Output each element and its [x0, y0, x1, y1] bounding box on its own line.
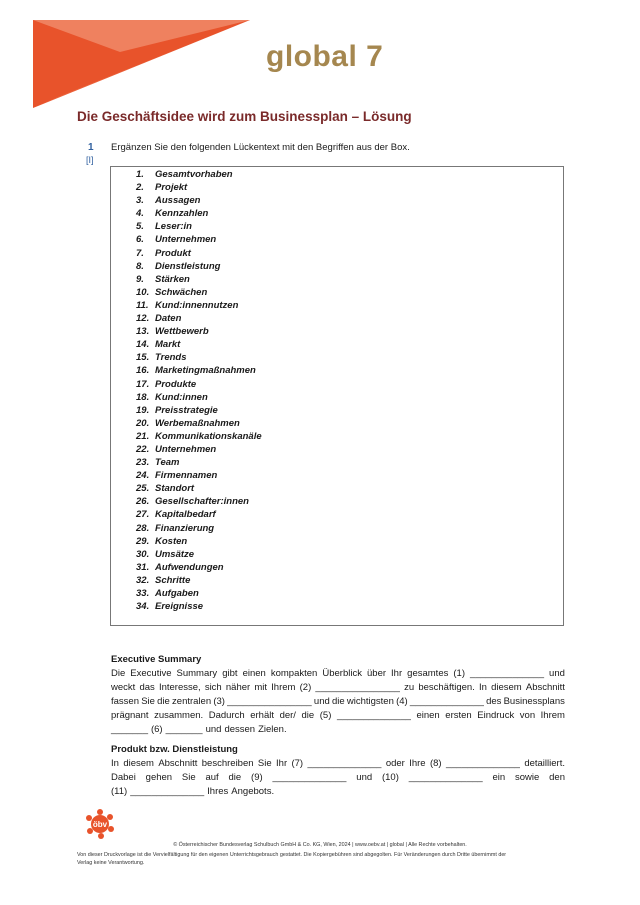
section-heading: Executive Summary	[111, 654, 202, 665]
word: Summary	[176, 668, 218, 679]
word: (3)	[213, 696, 225, 707]
answer-term: Aufgaben	[155, 588, 199, 599]
answer-term: Daten	[155, 313, 182, 325]
word: auf	[205, 772, 219, 783]
answer-number: 12.	[136, 313, 150, 325]
answer-item	[136, 299, 262, 312]
word: Eindruck	[477, 710, 515, 721]
word: Ihr	[391, 668, 403, 679]
text-line	[111, 723, 565, 737]
word: mit	[254, 682, 268, 693]
answer-term: Firmennamen	[155, 470, 218, 482]
word: (8)	[429, 758, 442, 769]
answer-number: 1.	[136, 169, 144, 180]
answer-term: Team	[155, 457, 180, 469]
answer-number: 29.	[136, 535, 150, 547]
answer-term: Produkte	[155, 378, 197, 390]
oebv-logo	[84, 808, 116, 840]
answer-item	[136, 351, 262, 364]
word: der/	[279, 710, 296, 721]
word: kompakten	[270, 668, 318, 679]
text-line	[111, 757, 565, 771]
word: Sie	[141, 696, 155, 707]
word: die	[228, 772, 242, 783]
text-line	[111, 709, 565, 723]
answer-item	[136, 404, 262, 417]
answer-item	[136, 443, 262, 456]
answer-term: Preisstrategie	[155, 404, 218, 416]
word: (10)	[381, 772, 399, 783]
word: näher	[225, 682, 251, 693]
answer-number: 6.	[136, 234, 144, 246]
answer-number: 11.	[136, 299, 149, 311]
word: (11)	[111, 786, 128, 797]
word: gesamtes	[407, 668, 449, 679]
text-line	[111, 785, 565, 799]
word: In	[478, 682, 487, 693]
answer-number: 25.	[136, 483, 150, 495]
blank-gap: ______________	[272, 772, 347, 783]
answer-item	[136, 286, 262, 299]
answer-term: Schritte	[155, 574, 191, 586]
answer-term: Dienstleistung	[155, 260, 221, 272]
answer-item	[136, 587, 262, 600]
answer-list	[136, 168, 262, 613]
answer-item	[136, 522, 262, 535]
answer-number: 3.	[136, 195, 144, 207]
blank-gap: _______	[165, 724, 203, 735]
answer-term: Kapitalbedarf	[155, 509, 216, 521]
answer-item	[136, 495, 262, 508]
answer-number: 34.	[136, 601, 150, 613]
answer-item	[136, 220, 262, 233]
brand-title: global 7	[266, 40, 384, 73]
answer-term: Werbemaßnahmen	[155, 417, 240, 429]
word: Ihr	[276, 758, 288, 769]
word: (2)	[299, 682, 312, 693]
word: und	[356, 772, 373, 783]
answer-term: Unternehmen	[155, 443, 217, 455]
answer-item	[136, 194, 262, 207]
answer-number: 7.	[136, 247, 144, 259]
answer-term: Finanzierung	[155, 522, 215, 534]
answer-term: Marketingmaßnahmen	[155, 365, 256, 377]
word: die	[157, 696, 170, 707]
word: über	[367, 668, 387, 679]
answer-number: 22.	[136, 443, 150, 455]
answer-item	[136, 325, 262, 338]
page-title: Die Geschäftsidee wird zum Businessplan – Lösung	[77, 109, 412, 124]
blank-gap: ______________	[445, 758, 520, 769]
logo-text: öbv	[92, 820, 108, 829]
word: Interesse,	[158, 682, 201, 693]
section-product	[111, 743, 565, 799]
answer-term: Leser:in	[155, 221, 192, 233]
answer-term: Aufwendungen	[155, 561, 224, 573]
answer-number: 28.	[136, 522, 150, 534]
answer-item	[136, 338, 262, 351]
word: Ihrem	[271, 682, 296, 693]
answer-number: 8.	[136, 260, 144, 272]
answer-number: 31.	[136, 561, 150, 573]
word: In	[111, 758, 119, 769]
corner-decoration	[0, 0, 260, 110]
word: (6)	[150, 724, 163, 735]
answer-number: 14.	[136, 339, 150, 351]
word: und	[205, 724, 222, 735]
answer-item	[136, 469, 262, 482]
word: einen	[242, 668, 266, 679]
answer-item	[136, 168, 262, 181]
answer-item	[136, 508, 262, 521]
answer-item	[136, 247, 262, 260]
answer-item	[136, 430, 262, 443]
blank-gap: _______	[111, 724, 148, 735]
word: ein	[492, 772, 506, 783]
word: (4)	[396, 696, 408, 707]
word: Dadurch	[208, 710, 245, 721]
answer-item	[136, 456, 262, 469]
section-heading: Produkt bzw. Dienstleistung	[111, 744, 238, 755]
answer-term: Unternehmen	[155, 234, 217, 246]
answer-number: 30.	[136, 548, 150, 560]
word: beschreiben	[201, 758, 254, 769]
answer-term: Gesellschafter:innen	[155, 496, 249, 508]
word: beschäftigen.	[418, 682, 475, 693]
answer-number: 10.	[136, 286, 150, 298]
blank-gap: ______________	[409, 696, 484, 707]
blank-gap: ______________	[336, 710, 411, 721]
blank-gap: ______________	[470, 668, 545, 679]
word: oder	[385, 758, 405, 769]
answer-item	[136, 312, 262, 325]
answer-item	[136, 181, 262, 194]
answer-item	[136, 364, 262, 377]
word: (9)	[251, 772, 263, 783]
answer-item	[136, 482, 262, 495]
word: gibt	[222, 668, 238, 679]
answer-item	[136, 273, 262, 286]
answer-term: Produkt	[155, 247, 191, 259]
answer-item	[136, 417, 262, 430]
text-line	[111, 695, 565, 709]
text-line	[111, 771, 565, 785]
answer-term: Ereignisse	[155, 601, 204, 613]
answer-item	[136, 207, 262, 220]
word: Sie	[257, 758, 272, 769]
word: gehen	[145, 772, 173, 783]
answer-number: 15.	[136, 352, 150, 364]
blank-gap: ______________	[408, 772, 483, 783]
word: (7)	[291, 758, 304, 769]
word: das	[139, 682, 155, 693]
word: prägnant	[111, 710, 149, 721]
answer-term: Wettbewerb	[155, 326, 209, 338]
text-line	[111, 667, 565, 681]
answer-number: 27.	[136, 509, 150, 521]
word: Die	[111, 668, 126, 679]
answer-term: Stärken	[155, 273, 190, 285]
answer-term: Kund:innen	[155, 391, 208, 403]
answer-item	[136, 391, 262, 404]
answer-number: 2.	[136, 182, 144, 194]
word: detailliert.	[524, 758, 565, 769]
answer-term: Kennzahlen	[155, 208, 209, 220]
word: Businessplans	[503, 696, 565, 707]
answer-term: Trends	[155, 352, 187, 364]
blank-gap: ______________	[130, 786, 205, 797]
answer-number: 24.	[136, 470, 150, 482]
answer-term: Aussagen	[155, 195, 201, 207]
answer-item	[136, 233, 262, 246]
section-executive-summary	[111, 653, 565, 737]
blank-gap: ______________	[307, 758, 382, 769]
word: (1)	[453, 668, 466, 679]
answer-number: 5.	[136, 221, 144, 233]
word: Abschnitt	[525, 682, 565, 693]
task-level: [I]	[86, 155, 94, 165]
word: die	[301, 710, 315, 721]
answer-item	[136, 600, 262, 613]
answer-number: 4.	[136, 208, 144, 220]
word: Angebots.	[231, 786, 275, 797]
footer-notice-1: Von dieser Druckvorlage ist die Vervielfältigung für den eigenen Unterrichtsgebrauch gestattet. Die Kopiergebühren sind abgegolten. Für Veränderungen durch Dritte übernimmt der	[77, 852, 507, 858]
answer-number: 9.	[136, 273, 144, 285]
word: fassen	[111, 696, 139, 707]
blank-gap: ________________	[315, 682, 400, 693]
word: erhält	[250, 710, 274, 721]
answer-term: Kosten	[155, 535, 188, 547]
answer-term: Gesamtvorhaben	[155, 169, 233, 180]
answer-number: 17.	[136, 378, 150, 390]
blank-gap: ________________	[227, 696, 312, 707]
word: Executive	[130, 668, 172, 679]
word: Ihrem	[540, 710, 565, 721]
word: zentralen	[172, 696, 212, 707]
word: Überblick	[322, 668, 362, 679]
word: ersten	[445, 710, 472, 721]
answer-item	[136, 260, 262, 273]
word: sowie	[515, 772, 540, 783]
word: diesem	[491, 682, 522, 693]
word: diesem	[123, 758, 154, 769]
footer-notice-2: Verlag keine Verantwortung.	[77, 860, 145, 866]
answer-term: Umsätze	[155, 548, 195, 560]
word: dessen	[224, 724, 256, 735]
word: des	[486, 696, 502, 707]
answer-number: 26.	[136, 496, 150, 508]
text-line	[111, 681, 565, 695]
word: die	[331, 696, 345, 707]
task-instruction: Ergänzen Sie den folgenden Lückentext mit den Begriffen aus der Box.	[111, 142, 410, 153]
word: und	[549, 668, 565, 679]
word: Abschnitt	[158, 758, 198, 769]
word: Zielen.	[258, 724, 287, 735]
answer-item	[136, 378, 262, 391]
answer-number: 32.	[136, 574, 150, 586]
answer-number: 19.	[136, 404, 150, 416]
word: Sie	[181, 772, 196, 783]
word: von	[519, 710, 536, 721]
answer-item	[136, 561, 262, 574]
answer-item	[136, 535, 262, 548]
answer-number: 16.	[136, 365, 150, 377]
word: einen	[416, 710, 440, 721]
word: den	[549, 772, 565, 783]
answer-number: 18.	[136, 391, 150, 403]
answer-item	[136, 548, 262, 561]
task-number: 1	[88, 142, 94, 153]
answer-item	[136, 574, 262, 587]
word: Ihre	[409, 758, 426, 769]
answer-term: Schwächen	[155, 286, 208, 298]
word: zusammen.	[154, 710, 204, 721]
word: weckt	[111, 682, 136, 693]
word: zu	[404, 682, 415, 693]
word: und	[313, 696, 330, 707]
answer-number: 13.	[136, 326, 150, 338]
footer-copyright: © Österreichischer Bundesverlag Schulbuch GmbH & Co. KG, Wien, 2024 | www.oebv.at | global | Alle Rechte vorbehalten.	[173, 842, 467, 848]
answer-number: 20.	[136, 417, 150, 429]
answer-term: Kommunikationskanäle	[155, 430, 262, 442]
word: wichtigsten	[346, 696, 394, 707]
answer-term: Kund:innennutzen	[155, 299, 239, 311]
answer-term: Standort	[155, 483, 195, 495]
word: Dabei	[111, 772, 136, 783]
answer-term: Markt	[155, 339, 181, 351]
word: sich	[204, 682, 222, 693]
answer-term: Projekt	[155, 182, 188, 194]
word: Ihres	[207, 786, 229, 797]
answer-number: 21.	[136, 430, 150, 442]
answer-number: 23.	[136, 457, 150, 469]
word: (5)	[319, 710, 332, 721]
answer-number: 33.	[136, 588, 150, 599]
